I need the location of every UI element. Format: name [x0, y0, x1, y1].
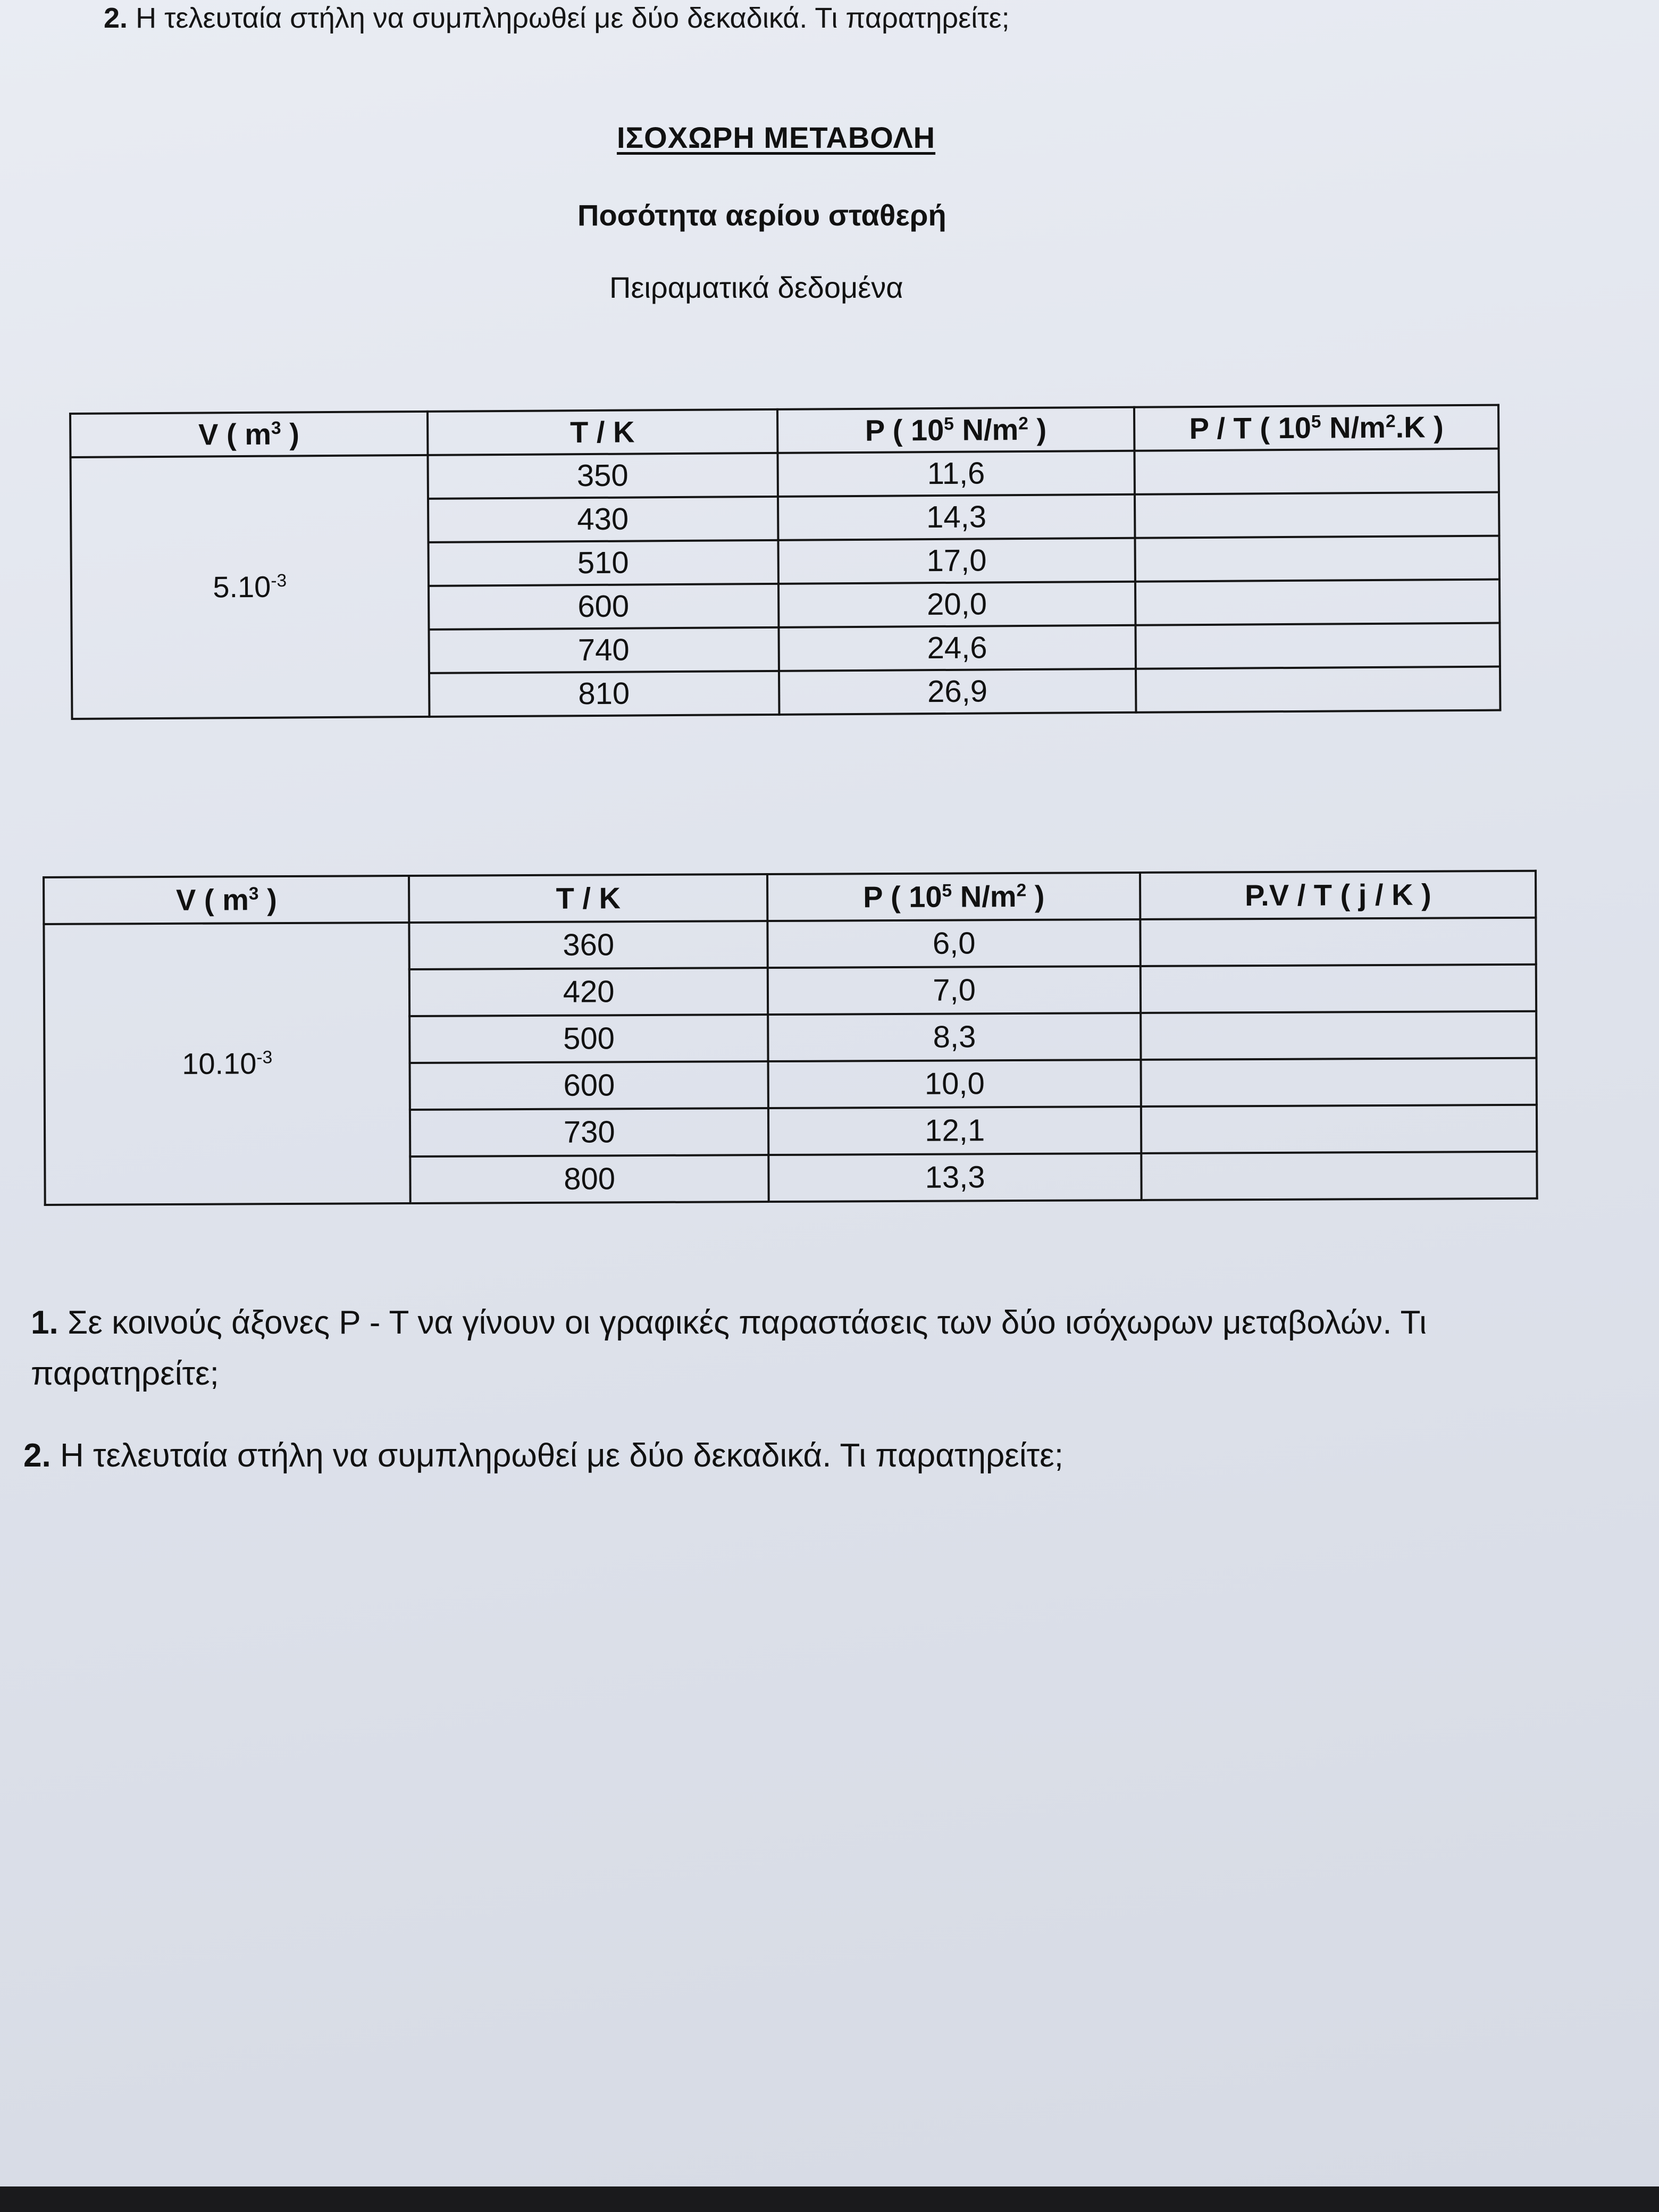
pressure-cell: 11,6 [777, 451, 1135, 497]
header-volume: V ( $m^3$ ) [70, 412, 428, 457]
question-number: 1. [31, 1304, 58, 1341]
section-label: Πειραματικά δεδομένα [609, 271, 903, 304]
pressure-cell: 14,3 [778, 495, 1135, 540]
ratio-cell-empty[interactable] [1141, 1058, 1537, 1107]
header-ratio: P / T ( $10^5$ $N/m^2.K$ ) [1134, 405, 1498, 451]
header-volume: V ( $m^3$ ) [44, 876, 409, 924]
data-table-volume-2 [43, 870, 1538, 1206]
pressure-cell: 6,0 [767, 919, 1141, 968]
question-2 [23, 1430, 1592, 1481]
pressure-cell: 17,0 [778, 538, 1135, 584]
dark-background-edge [0, 2186, 1659, 2212]
question-1 [31, 1297, 1599, 1400]
temperature-cell: 360 [409, 921, 768, 969]
header-temperature: T / K [409, 874, 767, 923]
table-header-row [44, 871, 1536, 924]
ratio-cell-empty[interactable] [1141, 918, 1536, 966]
pressure-cell: 10,0 [768, 1060, 1141, 1108]
temperature-cell: 420 [409, 968, 768, 1016]
ratio-cell-empty[interactable] [1135, 536, 1499, 582]
volume-cell: $5.10^{-3}$ [71, 455, 429, 719]
cut-off-question-text [104, 0, 1114, 39]
data-table-volume-1 [69, 404, 1501, 720]
pressure-cell: 8,3 [768, 1013, 1141, 1061]
ratio-cell-empty[interactable] [1141, 965, 1536, 1013]
ratio-cell-empty[interactable] [1141, 1011, 1537, 1060]
question-text: Σε κοινούς άξονες P - T να γίνουν οι γραφικές παραστάσεις των δύο ισόχωρων μεταβολών. Τι παρατηρείτε; [31, 1304, 1427, 1392]
temperature-cell: 350 [428, 453, 778, 499]
cut-question-body: Η τελευταία στήλη να συμπληρωθεί με δύο δεκαδικά. Τι παρατηρείτε; [136, 2, 1010, 34]
temperature-cell: 810 [429, 671, 780, 717]
temperature-cell: 600 [410, 1061, 768, 1110]
page-title: ΙΣΟΧΩΡΗ ΜΕΤΑΒΟΛΗ [617, 121, 936, 154]
temperature-cell: 730 [410, 1108, 768, 1157]
pressure-cell: 7,0 [768, 966, 1141, 1015]
header-temperature: T / K [427, 409, 777, 455]
ratio-cell-empty[interactable] [1141, 1105, 1537, 1153]
question-number: 2. [23, 1437, 51, 1474]
temperature-cell: 510 [428, 540, 778, 586]
temperature-cell: 800 [410, 1155, 769, 1203]
header-ratio: P.V / T ( j / K ) [1140, 871, 1536, 919]
temperature-cell: 430 [428, 497, 778, 542]
pressure-cell: 12,1 [768, 1107, 1142, 1155]
ratio-cell-empty[interactable] [1135, 492, 1499, 538]
ratio-cell-empty[interactable] [1135, 449, 1499, 495]
ratio-cell-empty[interactable] [1136, 667, 1500, 713]
volume-cell: $10.10^{-3}$ [44, 923, 410, 1205]
question-text: Η τελευταία στήλη να συμπληρωθεί με δύο δεκαδικά. Τι παρατηρείτε; [51, 1437, 1063, 1474]
header-pressure: P ( $10^5$ $N/m^2$ ) [777, 407, 1135, 453]
pressure-cell: 13,3 [768, 1153, 1142, 1202]
temperature-cell: 740 [429, 627, 779, 673]
header-pressure: P ( $10^5$ $N/m^2$ ) [767, 873, 1141, 921]
ratio-cell-empty[interactable] [1135, 580, 1499, 625]
table-row [44, 918, 1536, 971]
temperature-cell: 500 [410, 1015, 768, 1063]
cut-question-number: 2. [104, 2, 128, 34]
ratio-cell-empty[interactable] [1136, 623, 1500, 669]
pressure-cell: 26,9 [779, 669, 1136, 715]
pressure-cell: 24,6 [778, 625, 1136, 671]
ratio-cell-empty[interactable] [1142, 1152, 1537, 1200]
pressure-cell: 20,0 [778, 582, 1136, 627]
page-subtitle: Ποσότητα αερίου σταθερή [577, 198, 946, 232]
temperature-cell: 600 [429, 584, 779, 630]
